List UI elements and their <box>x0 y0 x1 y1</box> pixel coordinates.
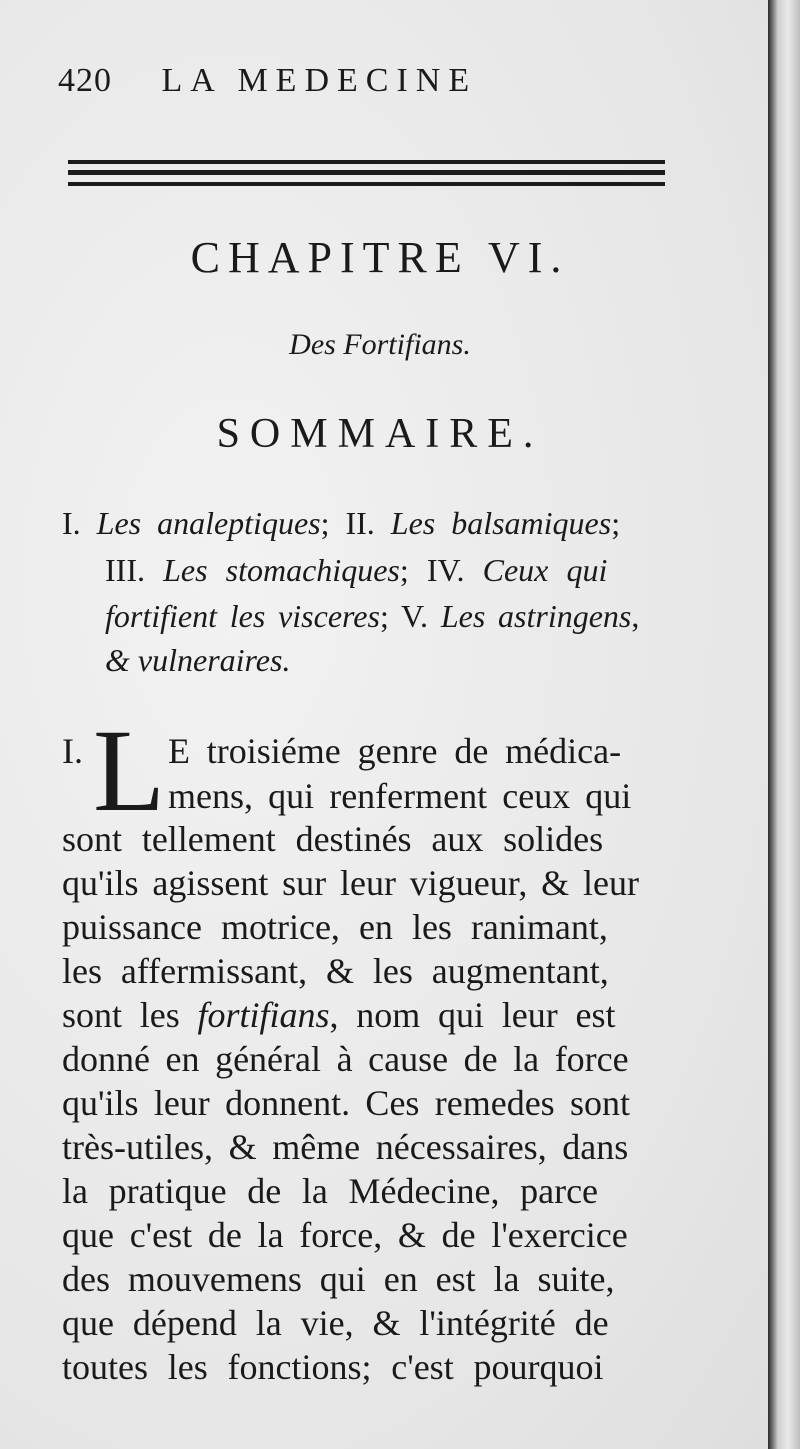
section-label: I. <box>62 731 83 771</box>
summary-italic: fortifient les visceres <box>105 598 380 634</box>
header-rule-bottom <box>68 182 665 186</box>
summary-line <box>62 505 620 542</box>
summary-italic: Les analeptiques <box>96 505 321 541</box>
summary-text: I. <box>62 505 97 541</box>
body-line: sont les fortifians, nom qui leur est <box>62 995 616 1035</box>
body-line: très-utiles, & même nécessaires, dans <box>62 1127 629 1167</box>
body-line: la pratique de la Médecine, parce <box>62 1171 599 1211</box>
header-rule-middle <box>68 170 665 175</box>
summary-line <box>105 642 290 679</box>
body-line: qu'ils agissent sur leur vigueur, & leur <box>62 863 639 903</box>
summary-text: ; IV. <box>399 552 483 588</box>
chapter-subtitle: Des Fortifians. <box>289 328 471 361</box>
summary-text: ; II. <box>320 505 391 541</box>
summary-italic: Les stomachiques <box>163 552 400 588</box>
italic-term: fortifians <box>197 995 330 1035</box>
summary-line <box>105 552 607 589</box>
body-line: mens, qui renferment ceux qui <box>168 776 632 816</box>
summary-italic: & vulneraires. <box>105 642 291 678</box>
chapter-heading: CHAPITRE VI. <box>190 233 570 282</box>
summary-line <box>105 598 639 635</box>
header-rule-top <box>68 160 665 164</box>
summary-text: ; <box>611 505 621 541</box>
body-line: E troisiéme genre de médica- <box>168 731 622 771</box>
body-line: qu'ils leur donnent. Ces remedes sont <box>62 1083 631 1123</box>
body-line: toutes les fonctions; c'est pourquoi <box>62 1347 604 1387</box>
body-line: que c'est de la force, & de l'exercice <box>62 1215 628 1255</box>
running-title: LA MEDECINE <box>161 62 478 99</box>
body-line: que dépend la vie, & l'intégrité de <box>62 1303 609 1343</box>
body-line: puissance motrice, en les ranimant, <box>62 907 608 947</box>
body-line: donné en général à cause de la force <box>62 1039 629 1079</box>
body-line: les affermissant, & les augmentant, <box>62 951 609 991</box>
summary-text: , <box>631 598 640 634</box>
page-number: 420 <box>58 62 112 99</box>
summary-text: III. <box>105 552 164 588</box>
body-line: des mouvemens qui en est la suite, <box>62 1259 615 1299</box>
summary-heading: SOMMAIRE. <box>216 411 544 457</box>
summary-text: ; V. <box>379 598 441 634</box>
summary-italic: Ceux qui <box>482 552 608 588</box>
page-edge <box>768 0 800 1449</box>
summary-italic: Les balsamiques <box>390 505 612 541</box>
summary-italic: Les astringens <box>440 598 632 634</box>
drop-cap: L <box>93 705 166 836</box>
body-line: sont tellement destinés aux solides <box>62 819 604 859</box>
running-head <box>58 62 477 100</box>
